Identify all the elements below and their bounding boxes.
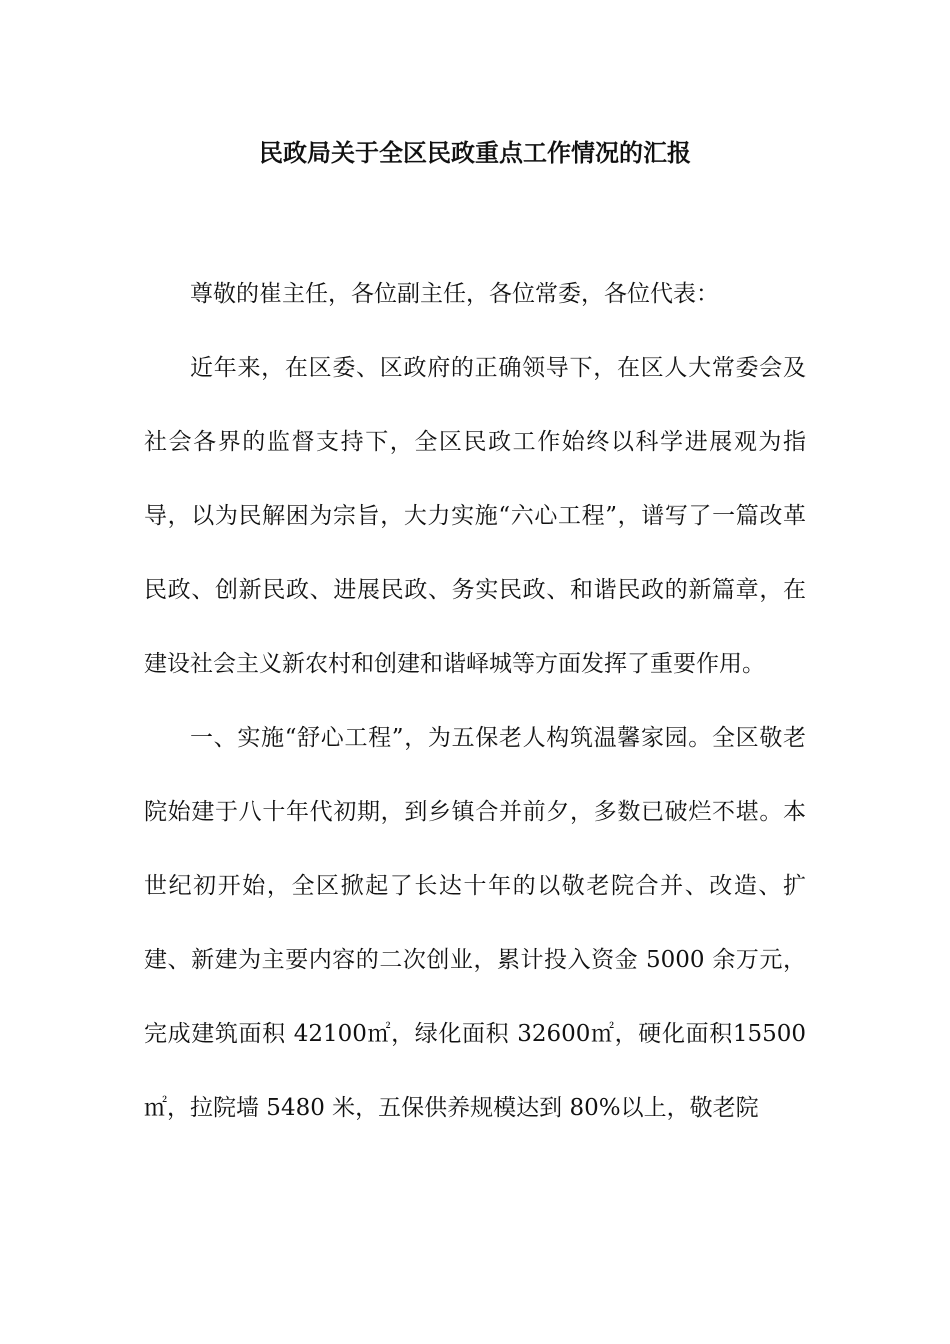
document-title: 民政局关于全区民政重点工作情况的汇报 (259, 138, 691, 167)
salutation-paragraph: 尊敬的崔主任，各位副主任，各位常委，各位代表： (190, 281, 719, 307)
document-body (144, 257, 806, 1145)
section-one-paragraph: 一、实施“舒心工程”，为五保老人构筑温馨家园。全区敬老院始建于八十年代初期，到乡镇合并前夕，多数已破烂不堪。本世纪初开始，全区掀起了长达十年的以敬老院合并、改造、扩建、新建为主要内容的二次创业，累计投入资金 5000 余万元，完成建筑面积 42100㎡，绿化面积 32600㎡，硬化面积15500㎡，拉院墙 5480 米，五保供养规模达到 80%以上，敬老院 (144, 725, 806, 1121)
intro-paragraph: 近年来，在区委、区政府的正确领导下，在区人大常委会及社会各界的监督支持下，全区民政工作始终以科学进展观为指导，以为民解困为宗旨，大力实施“六心工程”，谱写了一篇改革民政、创新民政、进展民政、务实民政、和谐民政的新篇章，在建设社会主义新农村和创建和谐峄城等方面发挥了重要作用。 (144, 355, 806, 677)
